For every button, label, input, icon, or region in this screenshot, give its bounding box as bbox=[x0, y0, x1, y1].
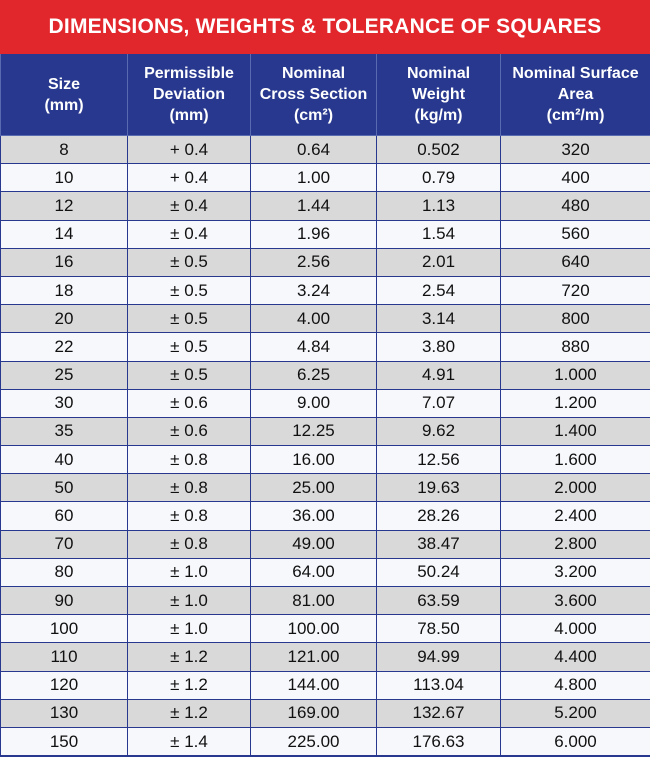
cell-permissible-deviation: ± 0.8 bbox=[128, 530, 251, 558]
table-row bbox=[1, 305, 650, 333]
cell-nominal-weight: 1.13 bbox=[377, 192, 501, 220]
cell-size: 8 bbox=[1, 136, 128, 164]
cell-permissible-deviation: ± 0.5 bbox=[128, 248, 251, 276]
cell-nominal-cross-section: 36.00 bbox=[251, 502, 377, 530]
cell-nominal-surface-area: 1.400 bbox=[501, 417, 650, 445]
cell-nominal-weight: 7.07 bbox=[377, 389, 501, 417]
cell-nominal-surface-area: 2.400 bbox=[501, 502, 650, 530]
cell-size: 14 bbox=[1, 220, 128, 248]
cell-size: 120 bbox=[1, 671, 128, 699]
column-header-line: Nominal bbox=[406, 65, 471, 82]
column-header-line: Size bbox=[47, 75, 80, 93]
column-header-nominal-weight bbox=[377, 54, 501, 136]
cell-nominal-weight: 78.50 bbox=[377, 615, 501, 643]
cell-nominal-surface-area: 720 bbox=[501, 276, 650, 304]
cell-nominal-cross-section: 16.00 bbox=[251, 446, 377, 474]
table-row bbox=[1, 502, 650, 530]
table-row bbox=[1, 417, 650, 445]
cell-nominal-surface-area: 4.400 bbox=[501, 643, 650, 671]
cell-size: 40 bbox=[1, 446, 128, 474]
table-row bbox=[1, 727, 650, 756]
column-header-line: Permissible bbox=[144, 65, 234, 82]
cell-nominal-cross-section: 1.00 bbox=[251, 164, 377, 192]
cell-nominal-weight: 132.67 bbox=[377, 699, 501, 727]
cell-size: 110 bbox=[1, 643, 128, 671]
table-row bbox=[1, 446, 650, 474]
column-header-nominal-cross-section bbox=[251, 54, 377, 136]
cell-nominal-surface-area: 5.200 bbox=[501, 699, 650, 727]
cell-permissible-deviation: ± 0.5 bbox=[128, 276, 251, 304]
cell-nominal-weight: 113.04 bbox=[377, 671, 501, 699]
table-body bbox=[1, 136, 650, 757]
column-header-line: Deviation bbox=[152, 86, 225, 103]
cell-nominal-cross-section: 100.00 bbox=[251, 615, 377, 643]
column-header-line: (cm²/m) bbox=[546, 107, 605, 124]
cell-nominal-weight: 3.80 bbox=[377, 333, 501, 361]
column-header-line: Nominal bbox=[281, 65, 346, 82]
table-title: DIMENSIONS, WEIGHTS & TOLERANCE OF SQUARES bbox=[0, 0, 650, 54]
cell-permissible-deviation: ± 1.4 bbox=[128, 727, 251, 756]
cell-nominal-surface-area: 2.000 bbox=[501, 474, 650, 502]
cell-permissible-deviation: ± 0.4 bbox=[128, 192, 251, 220]
cell-permissible-deviation: ± 1.2 bbox=[128, 643, 251, 671]
cell-nominal-cross-section: 1.44 bbox=[251, 192, 377, 220]
cell-nominal-weight: 2.01 bbox=[377, 248, 501, 276]
cell-nominal-cross-section: 0.64 bbox=[251, 136, 377, 164]
cell-nominal-weight: 0.79 bbox=[377, 164, 501, 192]
cell-permissible-deviation: ± 1.2 bbox=[128, 699, 251, 727]
table-row bbox=[1, 276, 650, 304]
cell-size: 150 bbox=[1, 727, 128, 756]
cell-nominal-surface-area: 800 bbox=[501, 305, 650, 333]
cell-nominal-cross-section: 4.00 bbox=[251, 305, 377, 333]
column-header-line: Nominal Surface bbox=[512, 65, 639, 82]
cell-nominal-cross-section: 12.25 bbox=[251, 417, 377, 445]
cell-permissible-deviation: ± 0.6 bbox=[128, 389, 251, 417]
cell-permissible-deviation: ± 1.0 bbox=[128, 615, 251, 643]
cell-size: 60 bbox=[1, 502, 128, 530]
cell-nominal-cross-section: 25.00 bbox=[251, 474, 377, 502]
cell-nominal-surface-area: 1.200 bbox=[501, 389, 650, 417]
column-header-line: Cross Section bbox=[259, 86, 368, 103]
cell-nominal-weight: 28.26 bbox=[377, 502, 501, 530]
cell-nominal-weight: 1.54 bbox=[377, 220, 501, 248]
cell-nominal-cross-section: 64.00 bbox=[251, 558, 377, 586]
cell-nominal-surface-area: 3.200 bbox=[501, 558, 650, 586]
cell-nominal-weight: 50.24 bbox=[377, 558, 501, 586]
cell-nominal-cross-section: 1.96 bbox=[251, 220, 377, 248]
cell-nominal-surface-area: 640 bbox=[501, 248, 650, 276]
cell-size: 22 bbox=[1, 333, 128, 361]
cell-permissible-deviation: ± 1.2 bbox=[128, 671, 251, 699]
cell-size: 16 bbox=[1, 248, 128, 276]
column-header-line: (kg/m) bbox=[414, 107, 463, 124]
cell-nominal-surface-area: 4.000 bbox=[501, 615, 650, 643]
cell-permissible-deviation: ± 0.4 bbox=[128, 220, 251, 248]
cell-nominal-weight: 9.62 bbox=[377, 417, 501, 445]
cell-size: 100 bbox=[1, 615, 128, 643]
cell-nominal-cross-section: 81.00 bbox=[251, 587, 377, 615]
cell-nominal-weight: 3.14 bbox=[377, 305, 501, 333]
cell-permissible-deviation: ± 0.8 bbox=[128, 446, 251, 474]
column-header-line: Weight bbox=[411, 86, 466, 103]
table-row bbox=[1, 361, 650, 389]
table-row bbox=[1, 164, 650, 192]
cell-permissible-deviation: ± 0.8 bbox=[128, 502, 251, 530]
cell-nominal-cross-section: 225.00 bbox=[251, 727, 377, 756]
cell-size: 35 bbox=[1, 417, 128, 445]
cell-nominal-weight: 63.59 bbox=[377, 587, 501, 615]
column-header-nominal-surface-area bbox=[501, 54, 650, 136]
table-row bbox=[1, 671, 650, 699]
cell-permissible-deviation: ± 1.0 bbox=[128, 558, 251, 586]
table-row bbox=[1, 699, 650, 727]
dimensions-table bbox=[0, 54, 650, 757]
cell-nominal-weight: 4.91 bbox=[377, 361, 501, 389]
cell-nominal-cross-section: 6.25 bbox=[251, 361, 377, 389]
cell-size: 10 bbox=[1, 164, 128, 192]
cell-size: 18 bbox=[1, 276, 128, 304]
cell-nominal-weight: 12.56 bbox=[377, 446, 501, 474]
cell-nominal-cross-section: 49.00 bbox=[251, 530, 377, 558]
cell-size: 25 bbox=[1, 361, 128, 389]
cell-nominal-surface-area: 400 bbox=[501, 164, 650, 192]
cell-nominal-weight: 38.47 bbox=[377, 530, 501, 558]
table-row bbox=[1, 333, 650, 361]
table-row bbox=[1, 474, 650, 502]
cell-permissible-deviation: ± 0.5 bbox=[128, 305, 251, 333]
cell-permissible-deviation: ± 0.5 bbox=[128, 361, 251, 389]
cell-permissible-deviation: ± 0.8 bbox=[128, 474, 251, 502]
cell-permissible-deviation: + 0.4 bbox=[128, 164, 251, 192]
cell-nominal-surface-area: 4.800 bbox=[501, 671, 650, 699]
cell-nominal-weight: 94.99 bbox=[377, 643, 501, 671]
cell-nominal-cross-section: 2.56 bbox=[251, 248, 377, 276]
column-header-line: (mm) bbox=[169, 107, 209, 124]
table-row bbox=[1, 558, 650, 586]
cell-nominal-surface-area: 880 bbox=[501, 333, 650, 361]
cell-size: 30 bbox=[1, 389, 128, 417]
cell-nominal-weight: 19.63 bbox=[377, 474, 501, 502]
table-row bbox=[1, 587, 650, 615]
cell-nominal-surface-area: 560 bbox=[501, 220, 650, 248]
cell-nominal-cross-section: 144.00 bbox=[251, 671, 377, 699]
column-header-line: Area bbox=[557, 86, 594, 103]
cell-nominal-surface-area: 1.000 bbox=[501, 361, 650, 389]
cell-size: 12 bbox=[1, 192, 128, 220]
column-header-size bbox=[1, 54, 128, 136]
cell-size: 130 bbox=[1, 699, 128, 727]
cell-permissible-deviation: ± 0.6 bbox=[128, 417, 251, 445]
cell-nominal-weight: 0.502 bbox=[377, 136, 501, 164]
cell-nominal-surface-area: 320 bbox=[501, 136, 650, 164]
cell-nominal-surface-area: 3.600 bbox=[501, 587, 650, 615]
cell-permissible-deviation: ± 1.0 bbox=[128, 587, 251, 615]
table-row bbox=[1, 192, 650, 220]
table-row bbox=[1, 136, 650, 164]
cell-nominal-cross-section: 9.00 bbox=[251, 389, 377, 417]
cell-size: 90 bbox=[1, 587, 128, 615]
cell-nominal-cross-section: 4.84 bbox=[251, 333, 377, 361]
table-row bbox=[1, 220, 650, 248]
cell-nominal-cross-section: 3.24 bbox=[251, 276, 377, 304]
cell-nominal-surface-area: 1.600 bbox=[501, 446, 650, 474]
table-row bbox=[1, 643, 650, 671]
cell-size: 80 bbox=[1, 558, 128, 586]
cell-size: 50 bbox=[1, 474, 128, 502]
cell-nominal-surface-area: 6.000 bbox=[501, 727, 650, 756]
table-row bbox=[1, 530, 650, 558]
cell-nominal-weight: 2.54 bbox=[377, 276, 501, 304]
table-row bbox=[1, 615, 650, 643]
table-row bbox=[1, 248, 650, 276]
cell-nominal-cross-section: 169.00 bbox=[251, 699, 377, 727]
cell-nominal-surface-area: 480 bbox=[501, 192, 650, 220]
table-row bbox=[1, 389, 650, 417]
column-header-line: (cm²) bbox=[293, 107, 334, 124]
cell-permissible-deviation: + 0.4 bbox=[128, 136, 251, 164]
table-header bbox=[1, 54, 650, 136]
cell-nominal-weight: 176.63 bbox=[377, 727, 501, 756]
cell-nominal-cross-section: 121.00 bbox=[251, 643, 377, 671]
column-header-line: (mm) bbox=[44, 96, 84, 114]
cell-size: 70 bbox=[1, 530, 128, 558]
header-row bbox=[1, 54, 650, 136]
cell-permissible-deviation: ± 0.5 bbox=[128, 333, 251, 361]
cell-size: 20 bbox=[1, 305, 128, 333]
column-header-permissible-deviation bbox=[128, 54, 251, 136]
cell-nominal-surface-area: 2.800 bbox=[501, 530, 650, 558]
